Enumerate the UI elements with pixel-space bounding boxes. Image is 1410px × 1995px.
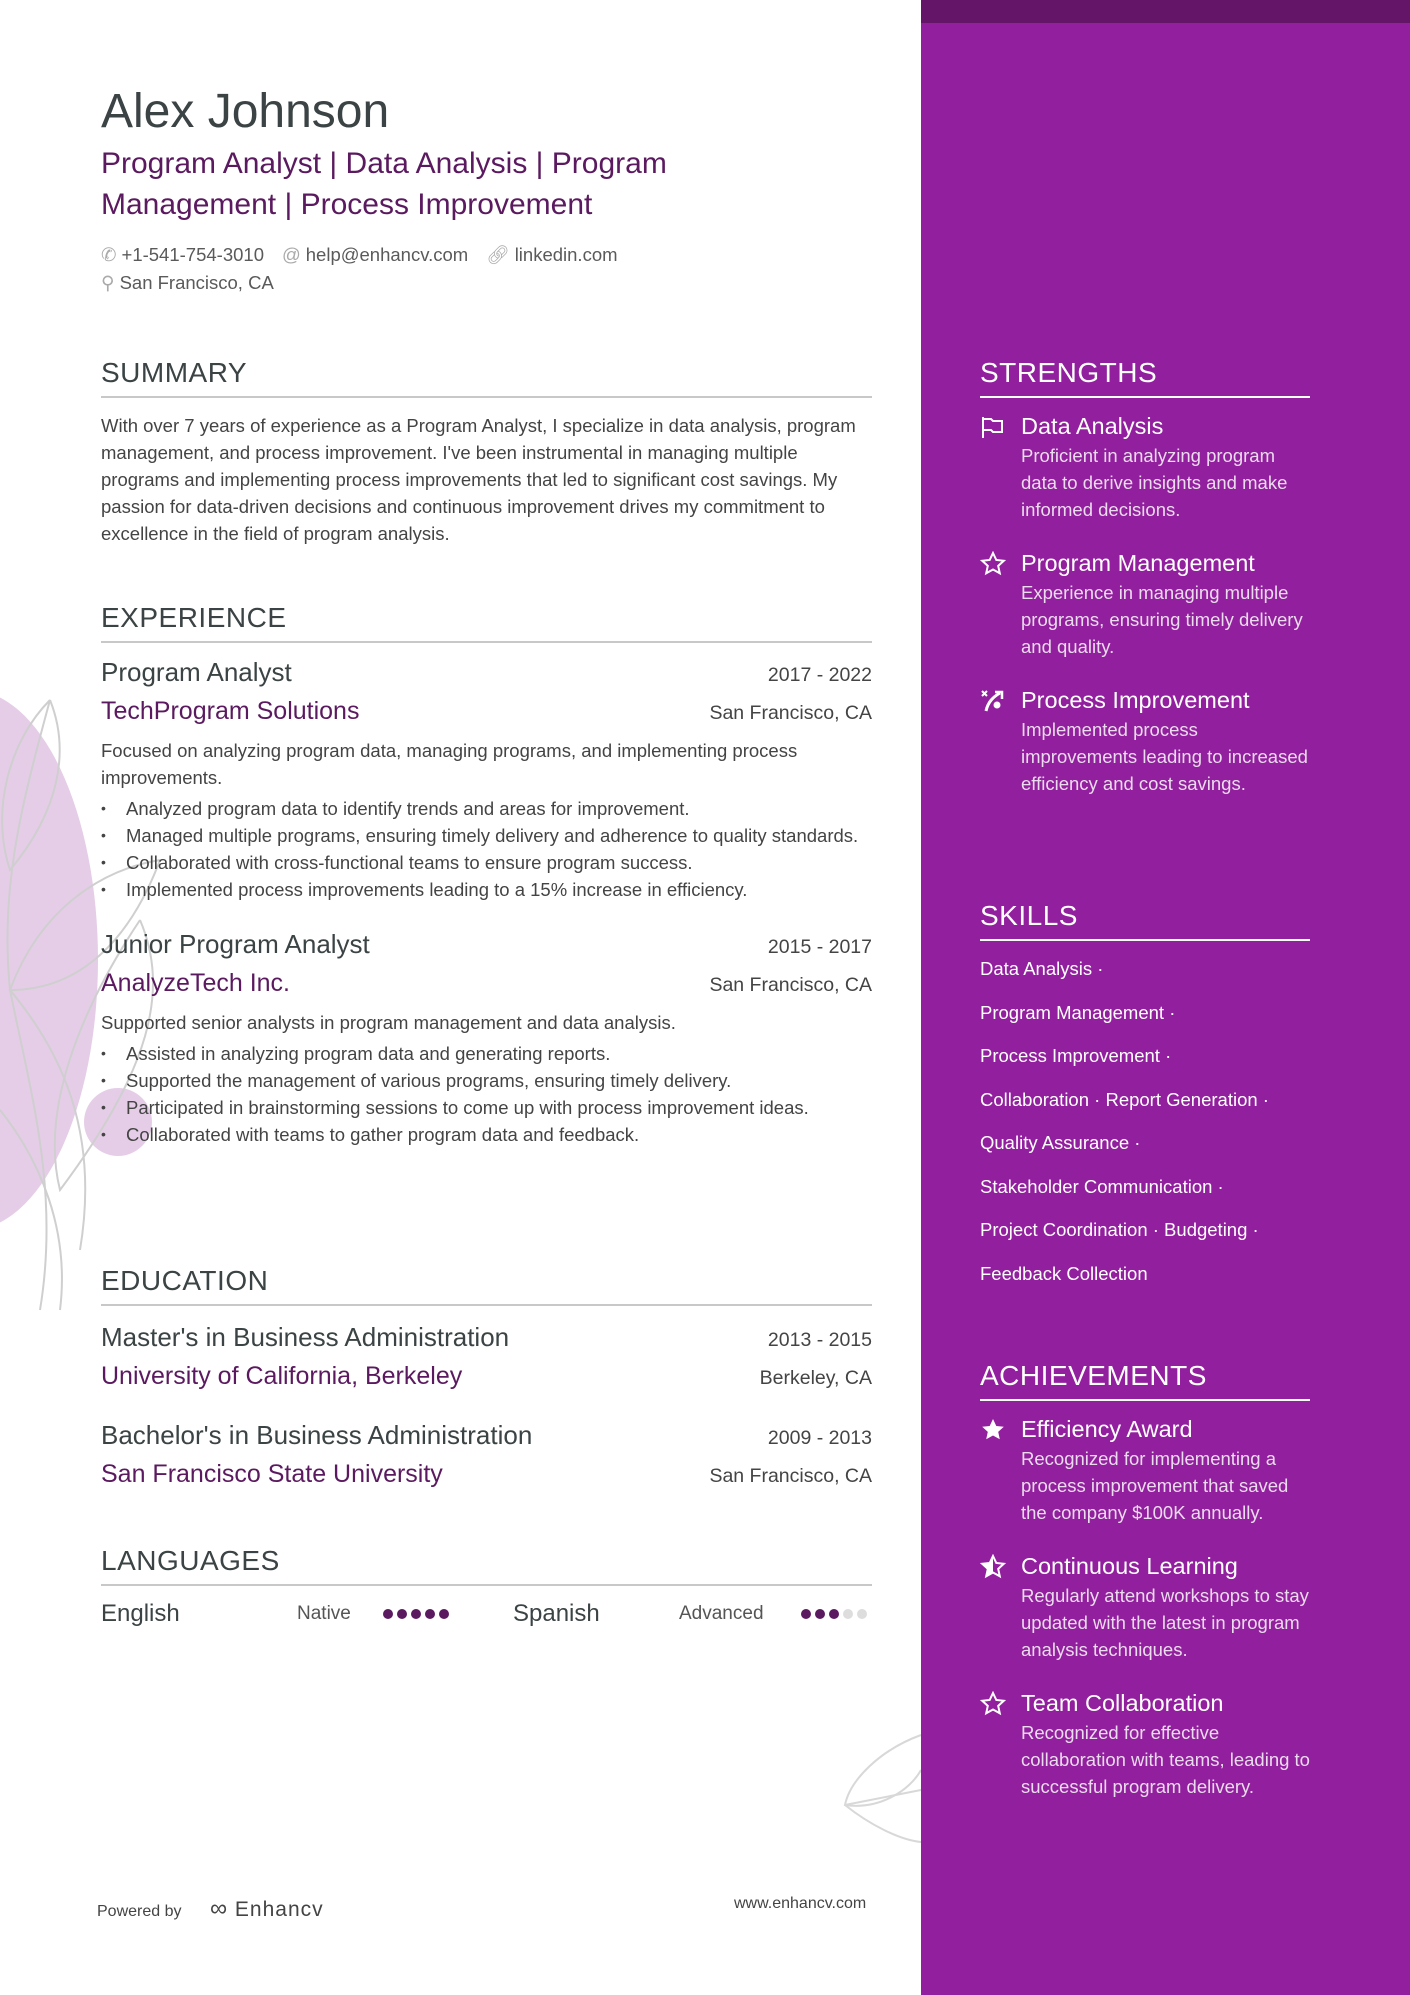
leaf-decoration-bottom	[840, 1730, 921, 1850]
job-description: Focused on analyzing program data, managing programs, and implementing process improvements.	[101, 740, 798, 788]
job-bullet: • Participated in brainstorming sessions to come up with process improvement ideas.	[101, 1094, 872, 1121]
education-location: San Francisco, CA	[709, 1465, 872, 1487]
education-dates: 2013 - 2015	[767, 1329, 872, 1351]
achievement-title: Efficiency Award	[1021, 1416, 1193, 1442]
language-rating	[801, 1609, 867, 1619]
job-bullet: • Managed multiple programs, ensuring timely delivery and adherence to quality standards.	[101, 822, 872, 849]
degree: Master's in Business Administration	[101, 1322, 510, 1352]
star-outline-icon	[980, 551, 1006, 577]
education-heading: EDUCATION	[101, 1264, 872, 1306]
job-dates: 2015 - 2017	[767, 936, 872, 958]
footer-url[interactable]: www.enhancv.com	[734, 1895, 867, 1912]
rating-dot-filled	[801, 1609, 811, 1619]
phone[interactable]	[101, 244, 264, 265]
education-entry	[101, 1318, 872, 1396]
education-dates: 2009 - 2013	[767, 1427, 872, 1449]
job-title: Junior Program Analyst	[101, 929, 370, 959]
language-rating	[383, 1609, 513, 1619]
strength-item	[980, 684, 1310, 797]
job-title: Program Analyst	[101, 657, 292, 687]
job-bullet: • Assisted in analyzing program data and generating reports.	[101, 1040, 872, 1067]
skill-line: Feedback Collection	[980, 1262, 1148, 1284]
achievements-section	[980, 1359, 1310, 1800]
language-name: Spanish	[513, 1600, 600, 1627]
education-section	[101, 1264, 872, 1494]
link-icon: 🔗︎	[486, 244, 510, 265]
strength-text: Experience in managing multiple programs, ensuring timely delivery and quality.	[1021, 582, 1303, 657]
enhancv-logo[interactable]	[209, 1895, 324, 1922]
languages-row	[101, 1596, 872, 1632]
rating-dot-filled	[815, 1609, 825, 1619]
languages-section	[101, 1544, 872, 1632]
strength-text: Implemented process improvements leading to increased efficiency and cost savings.	[1021, 719, 1308, 794]
job-entry	[101, 925, 872, 1148]
achievement-item	[980, 1550, 1310, 1663]
job-bullet: • Analyzed program data to identify trends and areas for improvement.	[101, 795, 872, 822]
language-level: Native	[297, 1603, 351, 1624]
job-bullet: • Implemented process improvements leading to a 15% increase in efficiency.	[101, 876, 872, 903]
flag-icon	[980, 414, 1006, 440]
skills-heading: SKILLS	[980, 899, 1310, 941]
strength-text: Proficient in analyzing program data to derive insights and make informed decisions.	[1021, 445, 1288, 520]
candidate-name: Alex Johnson	[101, 85, 390, 138]
summary-text: With over 7 years of experience as a Program Analyst, I specialize in data analysis, program management, and process improvement. I've been instrumental in managing multiple programs and implementing process improvements that led to significant cost savings. My passion for data-driven decisions and continuous improvement drives my commitment to excellence in the field of program analysis.	[101, 415, 856, 544]
achievement-text: Recognized for effective collaboration with teams, leading to successful program delivery.	[1021, 1722, 1310, 1797]
skills-section	[980, 899, 1310, 1295]
rating-dot-empty	[843, 1609, 853, 1619]
company-name: AnalyzeTech Inc.	[101, 969, 290, 997]
location	[101, 269, 636, 297]
strength-item	[980, 547, 1310, 660]
star-half-icon	[980, 1554, 1006, 1580]
achievement-item	[980, 1687, 1310, 1800]
email-text: help@enhancv.com	[305, 244, 469, 265]
education-entry	[101, 1416, 872, 1494]
education-location: Berkeley, CA	[759, 1367, 872, 1389]
linkedin-link[interactable]	[486, 244, 617, 265]
company-name: TechProgram Solutions	[101, 697, 360, 725]
rating-dot-filled	[411, 1609, 421, 1619]
experience-heading: EXPERIENCE	[101, 601, 872, 643]
rating-dot-empty	[857, 1609, 867, 1619]
email[interactable]	[282, 244, 468, 265]
star-filled-icon	[980, 1417, 1006, 1443]
brand-name: Enhancv	[234, 1898, 324, 1921]
at-icon: @	[281, 244, 301, 265]
achievement-text: Regularly attend workshops to stay updated with the latest in program analysis techniques.	[1021, 1585, 1309, 1660]
rating-dot-filled	[383, 1609, 393, 1619]
skill-line: Process Improvement ·	[980, 1045, 1172, 1066]
school: University of California, Berkeley	[101, 1362, 463, 1390]
job-location: San Francisco, CA	[709, 974, 872, 996]
rating-dot-filled	[439, 1609, 449, 1619]
skill-line: Program Management ·	[980, 1001, 1176, 1023]
achievement-text: Recognized for implementing a process improvement that saved the company $100K annually.	[1021, 1448, 1289, 1523]
degree: Bachelor's in Business Administration	[101, 1420, 533, 1450]
achievement-title: Continuous Learning	[1021, 1553, 1238, 1579]
skill-line: Collaboration · Report Generation ·	[980, 1088, 1269, 1110]
experience-section	[101, 601, 872, 1148]
job-bullet: • Collaborated with cross-functional teams to ensure program success.	[101, 849, 872, 876]
achievements-heading: ACHIEVEMENTS	[980, 1359, 1310, 1401]
skill-line: Project Coordination · Budgeting ·	[980, 1219, 1259, 1240]
footer-powered	[97, 1895, 324, 1923]
strengths-section	[980, 356, 1310, 797]
strength-title: Data Analysis	[1021, 413, 1164, 439]
skill-line: Data Analysis ·	[980, 958, 1104, 979]
sidebar-top-bar	[921, 0, 1410, 23]
candidate-title: Program Analyst | Data Analysis | Program Management | Process Improvement	[101, 147, 667, 221]
job-dates: 2017 - 2022	[767, 664, 872, 686]
language-name: English	[101, 1600, 180, 1627]
strength-title: Program Management	[1021, 550, 1255, 576]
location-text: San Francisco, CA	[119, 272, 274, 293]
job-entry	[101, 653, 872, 903]
strength-item	[980, 410, 1310, 523]
phone-icon: ✆	[101, 244, 117, 265]
rating-dot-filled	[397, 1609, 407, 1619]
star-outline-icon	[980, 1691, 1006, 1717]
languages-heading: LANGUAGES	[101, 1544, 872, 1586]
job-bullet: • Collaborated with teams to gather program data and feedback.	[101, 1121, 872, 1148]
achievement-title: Team Collaboration	[1021, 1690, 1224, 1716]
skill-line: Stakeholder Communication ·	[980, 1175, 1224, 1197]
strengths-heading: STRENGTHS	[980, 356, 1310, 398]
phone-text: +1-541-754-3010	[121, 244, 264, 265]
powered-by-label: Powered by	[97, 1903, 182, 1920]
achievement-item	[980, 1413, 1310, 1526]
contact-info	[101, 241, 636, 297]
summary-section	[101, 356, 872, 547]
job-bullet: • Supported the management of various programs, ensuring timely delivery.	[101, 1067, 872, 1094]
job-description: Supported senior analysts in program management and data analysis.	[101, 1012, 676, 1033]
route-icon	[980, 688, 1006, 714]
language-level: Advanced	[679, 1603, 764, 1624]
strength-title: Process Improvement	[1021, 687, 1250, 713]
summary-heading: SUMMARY	[101, 356, 872, 398]
rating-dot-filled	[425, 1609, 435, 1619]
link-text: linkedin.com	[514, 244, 618, 265]
job-location: San Francisco, CA	[709, 702, 872, 724]
enhancv-logo-icon: ∞	[209, 1895, 229, 1922]
rating-dot-filled	[829, 1609, 839, 1619]
location-pin-icon: ⚲	[101, 272, 115, 293]
school: San Francisco State University	[101, 1460, 443, 1488]
skill-line: Quality Assurance ·	[980, 1132, 1141, 1153]
